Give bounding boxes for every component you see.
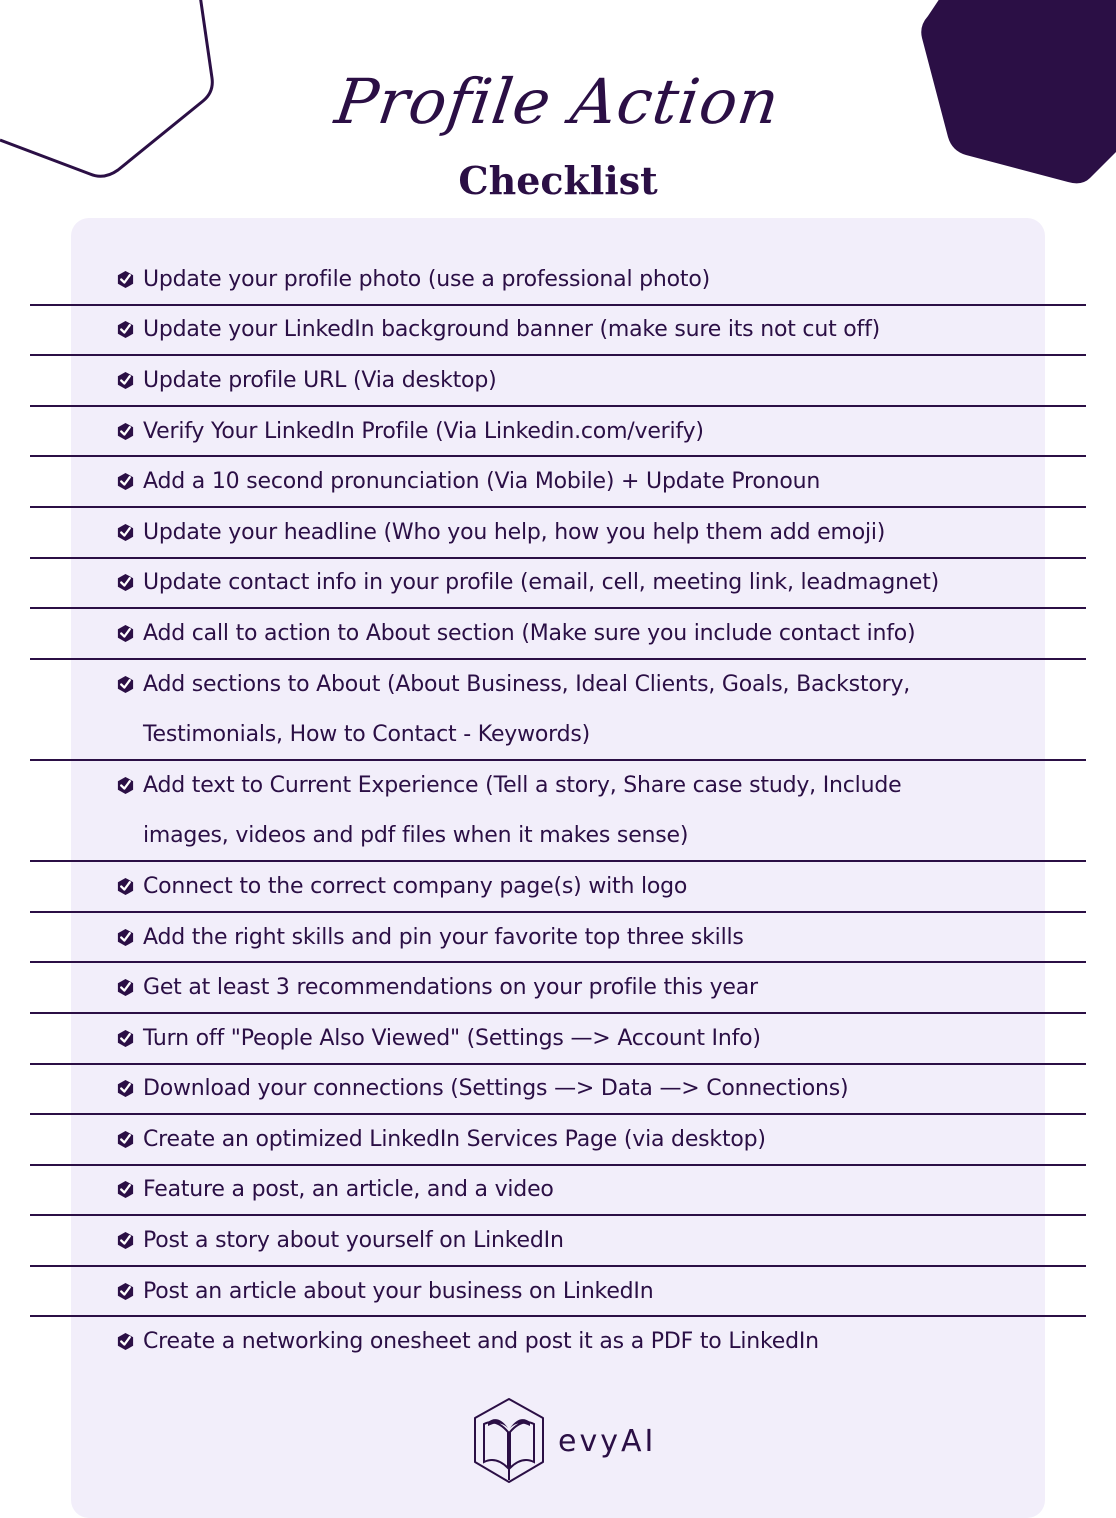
checklist-item-line — [0, 760, 1116, 811]
checklist-item — [0, 861, 1116, 912]
checklist-item-line — [0, 456, 1116, 507]
check-hexagon-icon — [116, 573, 135, 592]
checklist-item-text: Feature a post, an article, and a video — [143, 1177, 554, 1203]
checklist-item-line — [0, 1165, 1116, 1216]
check-hexagon-icon — [116, 270, 135, 289]
check-hexagon-icon — [116, 422, 135, 441]
checklist-item-text: Get at least 3 recommendations on your profile this year — [143, 975, 758, 1001]
checklist — [0, 254, 1116, 1367]
checklist-item-text: Create an optimized LinkedIn Services Page (via desktop) — [143, 1126, 766, 1152]
checklist-item-line — [0, 1013, 1116, 1064]
checklist-item-text: Create a networking onesheet and post it as a PDF to LinkedIn — [143, 1329, 819, 1355]
checklist-item — [0, 456, 1116, 507]
check-hexagon-icon — [116, 978, 135, 997]
check-hexagon-icon — [116, 928, 135, 947]
checklist-item — [0, 608, 1116, 659]
script-title: Profile Action — [331, 65, 785, 138]
checklist-item — [0, 305, 1116, 356]
check-hexagon-icon — [116, 1231, 135, 1250]
checklist-item — [0, 1215, 1116, 1266]
check-hexagon-icon — [116, 776, 135, 795]
logo-text: evyAI — [558, 1423, 657, 1459]
checklist-item-text: Update your LinkedIn background banner (make sure its not cut off) — [143, 317, 881, 343]
check-hexagon-icon — [116, 1282, 135, 1301]
checklist-item — [0, 355, 1116, 406]
checklist-item-line — [0, 406, 1116, 457]
checklist-item-line — [0, 1215, 1116, 1266]
check-hexagon-icon — [116, 523, 135, 542]
page-title: Checklist — [458, 158, 658, 203]
check-hexagon-icon — [116, 472, 135, 491]
checklist-item-line — [0, 659, 1116, 710]
checklist-item — [0, 962, 1116, 1013]
checklist-item-text: Add a 10 second pronunciation (Via Mobile) + Update Pronoun — [143, 469, 821, 495]
checklist-item — [0, 1064, 1116, 1115]
checklist-item — [0, 1165, 1116, 1216]
checklist-item-text: Add sections to About (About Business, Ideal Clients, Goals, Backstory, — [143, 671, 911, 697]
check-hexagon-icon — [116, 320, 135, 339]
checklist-item — [0, 507, 1116, 558]
check-hexagon-icon — [116, 1130, 135, 1149]
checklist-item-line — [0, 608, 1116, 659]
checklist-item — [0, 1013, 1116, 1064]
checklist-item-text: Download your connections (Settings —> Data —> Connections) — [143, 1076, 849, 1102]
checklist-item-text: Update your profile photo (use a professional photo) — [143, 266, 710, 292]
checklist-item — [0, 558, 1116, 609]
checklist-item-text: Add call to action to About section (Make sure you include contact info) — [143, 620, 916, 646]
checklist-item-line — [0, 912, 1116, 963]
check-hexagon-icon — [116, 1180, 135, 1199]
checklist-item — [0, 912, 1116, 963]
checklist-item-line — [0, 962, 1116, 1013]
checklist-item — [0, 1266, 1116, 1317]
checklist-item — [0, 1114, 1116, 1165]
checklist-item-line — [0, 305, 1116, 356]
checklist-item-text: Turn off "People Also Viewed" (Settings —> Account Info) — [143, 1025, 761, 1051]
checklist-item-line — [0, 1316, 1116, 1367]
checklist-item-text: Update contact info in your profile (email, cell, meeting link, leadmagnet) — [143, 570, 940, 596]
checklist-item-line — [0, 1114, 1116, 1165]
checklist-item-line — [0, 1064, 1116, 1115]
check-hexagon-icon — [116, 1029, 135, 1048]
checklist-item-text: Post a story about yourself on LinkedIn — [143, 1228, 564, 1254]
checklist-item-continuation — [0, 811, 1116, 862]
checklist-item-continuation — [0, 709, 1116, 760]
checklist-item — [0, 1316, 1116, 1367]
evyai-logo — [470, 1396, 656, 1486]
check-hexagon-icon — [116, 624, 135, 643]
checklist-item-text: Update your headline (Who you help, how you help them add emoji) — [143, 519, 886, 545]
checklist-item — [0, 406, 1116, 457]
checklist-item-text: images, videos and pdf files when it makes sense) — [143, 823, 689, 849]
checklist-item-text: Connect to the correct company page(s) with logo — [143, 873, 688, 899]
check-hexagon-icon — [116, 371, 135, 390]
checklist-item-line — [0, 558, 1116, 609]
checklist-item — [0, 760, 1116, 861]
checklist-item-line — [0, 355, 1116, 406]
check-hexagon-icon — [116, 1332, 135, 1351]
check-hexagon-icon — [116, 1079, 135, 1098]
checklist-item-text: Testimonials, How to Contact - Keywords) — [143, 722, 591, 748]
checklist-item-text: Post an article about your business on LinkedIn — [143, 1278, 654, 1304]
checklist-item-text: Add text to Current Experience (Tell a story, Share case study, Include — [143, 772, 902, 798]
checklist-item — [0, 659, 1116, 760]
checklist-item-text: Verify Your LinkedIn Profile (Via Linkedin.com/verify) — [143, 418, 704, 444]
checklist-item — [0, 254, 1116, 305]
checklist-item-line — [0, 507, 1116, 558]
book-hexagon-icon — [470, 1396, 548, 1486]
checklist-item-line — [0, 861, 1116, 912]
checklist-item-text: Add the right skills and pin your favorite top three skills — [143, 924, 744, 950]
checklist-item-text: Update profile URL (Via desktop) — [143, 367, 497, 393]
checklist-item-line — [0, 1266, 1116, 1317]
check-hexagon-icon — [116, 877, 135, 896]
check-hexagon-icon — [116, 675, 135, 694]
checklist-item-line — [0, 254, 1116, 305]
